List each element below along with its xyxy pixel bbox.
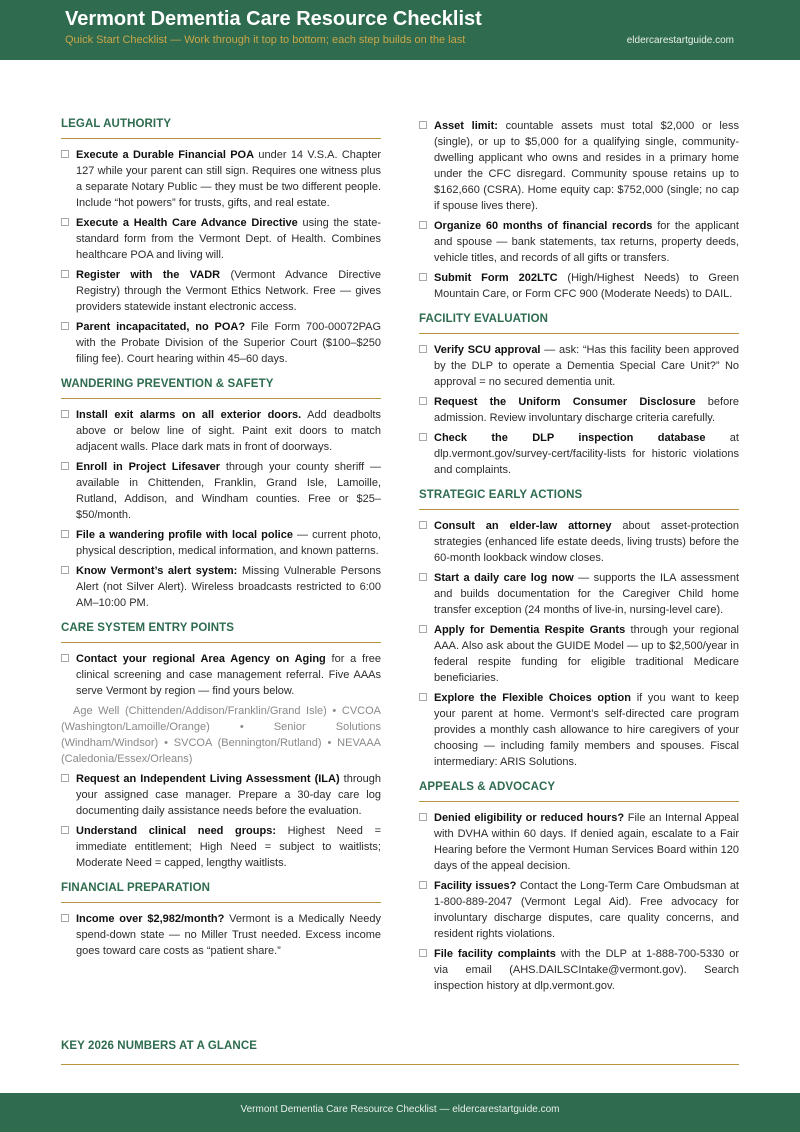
item-text: for a free clinical screening and case management referral. Five AAAs serve Vermont by region — find yours below.	[76, 653, 381, 697]
checklist-section	[419, 118, 739, 302]
item-lead: Submit Form 202LTC	[434, 272, 558, 284]
checklist-section	[61, 622, 381, 871]
item-lead: Install exit alarms on all exterior doors.	[76, 409, 302, 421]
item-lead: File a wandering profile with local police	[76, 529, 293, 541]
checklist-item	[61, 911, 381, 959]
checklist-section	[61, 882, 381, 959]
item-text: using the state-standard form from the Vermont Dept. of Health. Combines healthcare POA and living will.	[76, 217, 381, 261]
checklist-item	[61, 823, 381, 871]
checklist-item	[419, 218, 739, 266]
checklist-item	[419, 118, 739, 214]
item-lead: Parent incapacitated, no POA?	[76, 321, 246, 333]
item-text: (Vermont Advance Directive Registry) through the Vermont Ethics Network. Free — gives providers statewide instant electronic access.	[76, 269, 381, 313]
item-text: at dlp.vermont.gov/survey-cert/facility-lists for historic violations and complaints.	[434, 432, 739, 476]
checkbox[interactable]	[61, 270, 69, 278]
checkbox[interactable]	[61, 322, 69, 330]
checkbox[interactable]	[419, 881, 427, 889]
checklist-item	[419, 946, 739, 994]
item-text: through your regional AAA. Also ask about the GUIDE Model — up to $2,500/year in federal respite funding for eligible traditional Medicare beneficiaries.	[434, 624, 740, 684]
page-header	[0, 0, 800, 60]
checkbox[interactable]	[419, 121, 427, 129]
checkbox[interactable]	[419, 573, 427, 581]
checkbox[interactable]	[419, 949, 427, 957]
item-lead: Explore the Flexible Choices option	[434, 692, 631, 704]
item-text: before admission. Review involuntary discharge criteria carefully.	[434, 396, 740, 424]
page-subtitle: Quick Start Checklist — Work through it top to bottom; each step builds on the last	[65, 34, 466, 46]
checklist-item	[419, 394, 739, 426]
item-lead: Enroll in Project Lifesaver	[76, 461, 221, 473]
item-text: — ask: “Has this facility been approved by the DLP to operate a Dementia Special Care Unit?” No approval = no secured dementia unit.	[434, 344, 740, 388]
checklist-section	[419, 489, 739, 770]
item-lead: Check the DLP inspection database	[434, 432, 706, 444]
item-text: through your assigned case manager. Prepare a 30-day care log documenting daily assistance needs before the evaluation.	[76, 773, 381, 817]
item-lead: Consult an elder-law attorney	[434, 520, 612, 532]
checklist-item	[419, 342, 739, 390]
checkbox[interactable]	[419, 813, 427, 821]
item-lead: Facility issues?	[434, 880, 517, 892]
checklist-item	[61, 771, 381, 819]
right-column	[419, 118, 739, 1005]
checklist-item	[61, 147, 381, 211]
item-text: Missing Vulnerable Persons Alert (not Silver Alert). Wireless broadcasts restricted to 6:00 AM–10:00 PM.	[76, 565, 382, 609]
item-text: countable assets must total $2,000 or less (single), or up to $5,000 for a qualifying single, community-dwelling applicant who owns and resides in a primary home under the CFC disregard. Community spouse retains up to $162,660 (CSRA). Home equity cap: $752,000 (single; no cap if spouse lives there).	[434, 120, 739, 212]
item-text: if you want to keep your parent at home. Vermont’s self-directed care program provides a monthly cash allowance to hire caregivers of your choosing — including family members and spouses. Fiscal intermediary: ARIS Solutions.	[434, 692, 739, 768]
item-text: with the DLP at 1-888-700-5330 or via email (AHS.DAILSCIntake@vermont.gov). Search inspection history at dlp.vermont.gov.	[434, 948, 739, 992]
checklist-item	[61, 459, 381, 523]
checkbox[interactable]	[419, 693, 427, 701]
checkbox[interactable]	[61, 826, 69, 834]
item-lead: Request the Uniform Consumer Disclosure	[434, 396, 696, 408]
checklist-item	[61, 563, 381, 611]
checkbox[interactable]	[419, 625, 427, 633]
item-text: through your county sheriff — available in Chittenden, Franklin, Grand Isle, Lamoille, Rutland, Addison, and Windham counties. Free or $25–$50/month.	[76, 461, 381, 521]
item-lead: Request an Independent Living Assessment (ILA)	[76, 773, 340, 785]
item-lead: Apply for Dementia Respite Grants	[434, 624, 626, 636]
checklist-item	[419, 810, 739, 874]
checklist-item	[61, 651, 381, 699]
item-lead: Denied eligibility or reduced hours?	[434, 812, 625, 824]
checklist-item	[419, 690, 739, 770]
item-text: for the applicant and spouse — bank statements, tax returns, property deeds, vehicle titles, and records of all gifts or transfers.	[434, 220, 739, 264]
section-title: WANDERING PREVENTION & SAFETY	[61, 378, 381, 399]
checklist-section	[419, 313, 739, 478]
section-title: FINANCIAL PREPARATION	[61, 882, 381, 903]
item-text: File an Internal Appeal with DVHA within 60 days. If denied again, escalate to a Fair Hearing before the Vermont Human Services Board within 120 days of the appeal decision.	[434, 812, 739, 872]
checklist-section	[61, 378, 381, 611]
item-text: under 14 V.S.A. Chapter 127 while your parent can still sign. Requires one witness plus a separate Notary Public — they must be two different people. Include “hot powers” for trusts, gifts, and real estate.	[76, 149, 381, 209]
checklist-item	[419, 622, 739, 686]
aaa-region-note: Age Well (Chittenden/Addison/Franklin/Grand Isle) • CVCOA (Washington/Lamoille/Orange) • Senior Solutions (Windham/Windsor) • SVCOA (Bennington/Rutland) • NEVAAA (Caledonia/Essex/Orleans)	[61, 705, 381, 765]
checkbox[interactable]	[61, 914, 69, 922]
checkbox[interactable]	[419, 221, 427, 229]
checklist-item	[61, 319, 381, 367]
item-lead: Know Vermont’s alert system:	[76, 565, 238, 577]
section-title: KEY 2026 NUMBERS AT A GLANCE	[61, 1040, 739, 1065]
item-text: — current photo, physical description, medical information, and known patterns.	[76, 529, 381, 557]
item-text: File Form 700-00072PAG with the Probate Division of the Superior Court ($100–$250 filing fee). Court hearing within 45–60 days.	[76, 321, 381, 365]
checklist-item	[61, 215, 381, 263]
item-lead: Asset limit:	[434, 120, 498, 132]
item-lead: Organize 60 months of financial records	[434, 220, 653, 232]
checklist-item	[419, 270, 739, 302]
footer-text: Vermont Dementia Care Resource Checklist — eldercarestartguide.com	[240, 1104, 560, 1115]
checkbox[interactable]	[419, 521, 427, 529]
page-title: Vermont Dementia Care Resource Checklist	[65, 8, 482, 30]
checkbox[interactable]	[61, 410, 69, 418]
item-lead: Start a daily care log now	[434, 572, 574, 584]
checkbox[interactable]	[419, 273, 427, 281]
item-text: (High/Highest Needs) to Green Mountain Care, or Form CFC 900 (Moderate Needs) to DAIL.	[434, 272, 739, 300]
section-title: LEGAL AUTHORITY	[61, 118, 381, 139]
glance-section	[61, 1040, 739, 1065]
item-lead: Income over $2,982/month?	[76, 913, 225, 925]
checkbox[interactable]	[61, 530, 69, 538]
item-lead: Verify SCU approval	[434, 344, 541, 356]
checkbox[interactable]	[61, 566, 69, 574]
item-text: — supports the ILA assessment and builds documentation for the Caregiver Child home transfer exception (24 months of live-in, nursing-level care).	[434, 572, 740, 616]
section-title: APPEALS & ADVOCACY	[419, 781, 739, 802]
item-text: Add deadbolts above or below line of sight. Paint exit doors to match adjacent walls. Place dark mats in front of doorways.	[76, 409, 381, 453]
header-site-url: eldercarestartguide.com	[626, 35, 734, 46]
item-text: Highest Need = immediate entitlement; High Need = subject to waitlists; Moderate Need = capped, lengthy waitlists.	[76, 825, 381, 869]
page-footer	[0, 1093, 800, 1132]
checkbox[interactable]	[61, 150, 69, 158]
section-title: CARE SYSTEM ENTRY POINTS	[61, 622, 381, 643]
item-lead: Understand clinical need groups:	[76, 825, 276, 837]
checklist-item	[419, 878, 739, 942]
checklist-item	[61, 267, 381, 315]
checkbox[interactable]	[419, 433, 427, 441]
item-lead: Execute a Health Care Advance Directive	[76, 217, 298, 229]
checklist-item	[419, 430, 739, 478]
checklist-section	[61, 118, 381, 367]
checkbox[interactable]	[419, 397, 427, 405]
checkbox[interactable]	[61, 654, 69, 662]
item-text: Contact the Long-Term Care Ombudsman at 1-800-889-2047 (Vermont Legal Aid). Free advocacy for involuntary discharge disputes, care quality concerns, and resident rights violations.	[434, 880, 739, 940]
item-text: Vermont is a Medically Needy spend-down state — no Miller Trust needed. Excess income goes toward care costs as “patient share.”	[76, 913, 381, 957]
checkbox[interactable]	[419, 345, 427, 353]
item-lead: Contact your regional Area Agency on Aging	[76, 653, 326, 665]
checklist-item	[61, 407, 381, 455]
item-lead: Register with the VADR	[76, 269, 221, 281]
checkbox[interactable]	[61, 218, 69, 226]
left-column	[61, 118, 381, 970]
item-lead: File facility complaints	[434, 948, 556, 960]
checkbox[interactable]	[61, 462, 69, 470]
checklist-section	[419, 781, 739, 994]
item-lead: Execute a Durable Financial POA	[76, 149, 255, 161]
item-text: about asset-protection strategies (enhanced life estate deeds, living trusts) before the 60-month lookback window closes.	[434, 520, 739, 564]
section-title: STRATEGIC EARLY ACTIONS	[419, 489, 739, 510]
checklist-item	[419, 570, 739, 618]
checklist-item	[61, 527, 381, 559]
section-title: FACILITY EVALUATION	[419, 313, 739, 334]
checkbox[interactable]	[61, 774, 69, 782]
checklist-item	[419, 518, 739, 566]
